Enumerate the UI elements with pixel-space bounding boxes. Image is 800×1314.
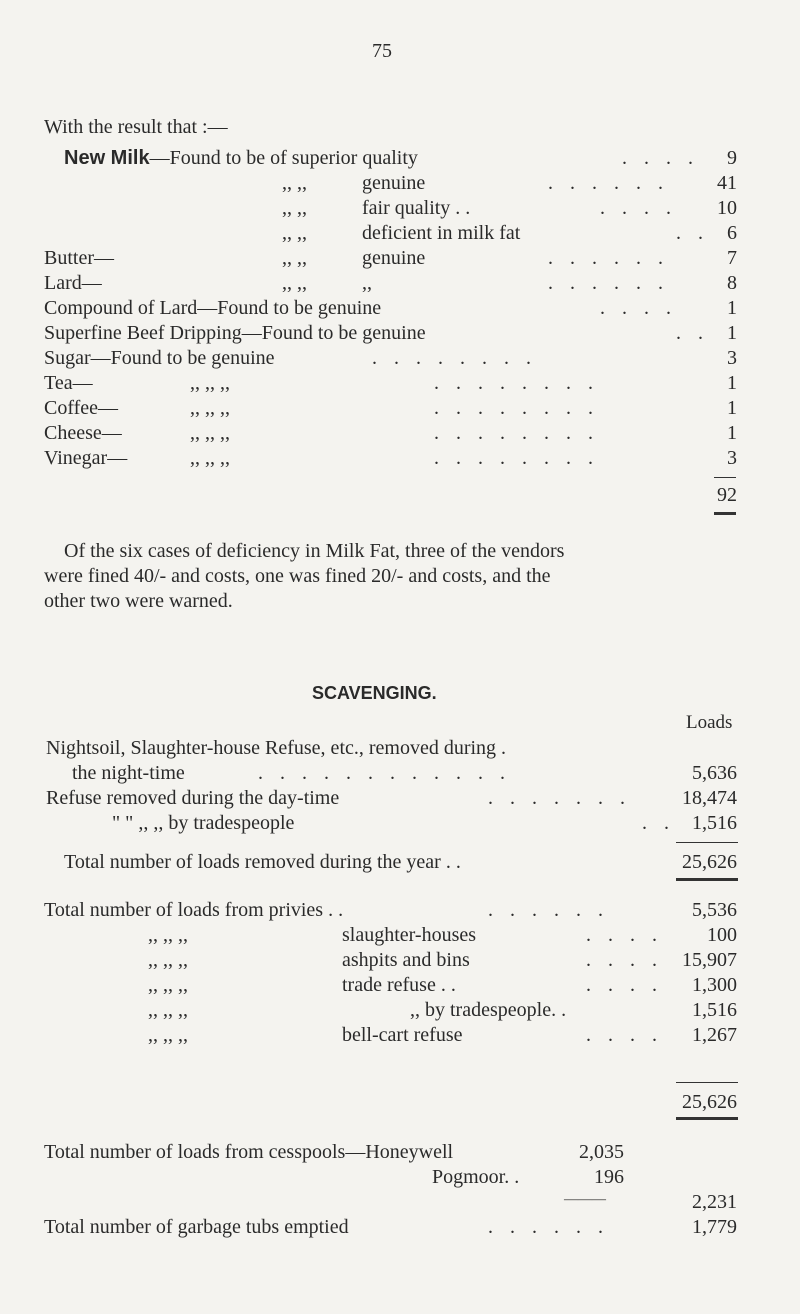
intro-text: With the result that :— [44, 116, 228, 138]
sum-dash: ——— [564, 1192, 606, 1207]
paragraph-line: Of the six cases of deficiency in Milk Fat, three of the vendors [64, 540, 565, 562]
ditto-marks: ,, ,, [282, 272, 307, 294]
pogmoor-label: Pogmoor. . [432, 1166, 520, 1188]
loads-row-value: 1,300 [692, 974, 737, 996]
result-count: 8 [727, 272, 737, 294]
cesspools-total: 2,231 [692, 1191, 737, 1213]
result-count: 1 [727, 297, 737, 319]
loads-row-value: 100 [707, 924, 737, 946]
loads-row-value: 15,907 [682, 949, 737, 971]
loads-row-label: Total number of loads from privies . . [44, 899, 344, 921]
garbage-value: 1,779 [692, 1216, 737, 1238]
ditto-marks: ,, ,, [282, 222, 307, 244]
ditto-marks: ,, ,, [282, 172, 307, 194]
leader-dots: . . . . [622, 147, 699, 169]
section-heading: SCAVENGING. [312, 683, 437, 703]
honeywell-value: 2,035 [579, 1141, 624, 1163]
leader-dots: . . [642, 812, 675, 834]
result-label: genuine [362, 172, 426, 194]
loads-row-label: ,, by tradespeople. . [410, 999, 567, 1021]
leader-dots: . . [676, 322, 709, 344]
scavenging-total-value: 25,626 [682, 851, 737, 873]
result-label: ,, [362, 272, 372, 294]
pogmoor-value: 196 [594, 1166, 624, 1188]
loads-row-value: 1,267 [692, 1024, 737, 1046]
leader-dots: . . . . . . [548, 247, 669, 269]
leader-dots: . . . . [586, 1024, 663, 1046]
results-total: 92 [717, 484, 737, 506]
result-count: 1 [727, 372, 737, 394]
page-number: 75 [372, 40, 392, 62]
result-label: New Milk—Found to be of superior quality [64, 147, 418, 169]
leader-dots: . . . . . . [488, 899, 609, 921]
scavenging-row-value: 5,636 [692, 762, 737, 784]
ditto-marks: ,, ,, ,, [148, 924, 188, 946]
result-count: 9 [727, 147, 737, 169]
subtotal-rule [676, 1082, 738, 1083]
ditto-marks: ,, ,, ,, [190, 397, 230, 419]
leader-dots: . . [676, 222, 709, 244]
result-label: Cheese— [44, 422, 122, 444]
ditto-marks: ,, ,, ,, [148, 974, 188, 996]
loads-row-label: ashpits and bins [342, 949, 470, 971]
leader-dots: . . . . . . . . [434, 447, 599, 469]
result-label: Vinegar— [44, 447, 128, 469]
result-label: genuine [362, 247, 426, 269]
result-count: 1 [727, 422, 737, 444]
result-label: Sugar—Found to be genuine [44, 347, 275, 369]
total-double-rule [676, 878, 738, 881]
leader-dots: . . . . [600, 197, 677, 219]
result-count: 1 [727, 322, 737, 344]
total-double-rule [714, 512, 736, 515]
result-label: Tea— [44, 372, 93, 394]
leader-dots: . . . . [586, 974, 663, 996]
leader-dots: . . . . . . [488, 1216, 609, 1238]
ditto-marks: ,, ,, [282, 197, 307, 219]
result-heading: New Milk [64, 147, 150, 169]
loads-row-label: bell-cart refuse [342, 1024, 463, 1046]
result-label: Superfine Beef Dripping—Found to be genuine [44, 322, 426, 344]
leader-dots: . . . . . . . [488, 787, 631, 809]
result-count: 1 [727, 397, 737, 419]
ditto-marks: ,, ,, ,, [148, 999, 188, 1021]
leader-dots: . . . . . . . . [434, 372, 599, 394]
column-header: Loads [686, 712, 733, 733]
total-double-rule [676, 1117, 738, 1120]
scavenging-row-label: Nightsoil, Slaughter-house Refuse, etc., removed during . [46, 737, 507, 759]
loads-row-value: 5,536 [692, 899, 737, 921]
result-count: 3 [727, 447, 737, 469]
cesspools-label: Total number of loads from cesspools—Honeywell [44, 1141, 454, 1163]
ditto-marks: ,, ,, ,, [190, 447, 230, 469]
paragraph-line: other two were warned. [44, 590, 233, 612]
leader-dots: . . . . . . . . . . . . [258, 762, 511, 784]
total-rule [714, 477, 736, 478]
result-label: Compound of Lard—Found to be genuine [44, 297, 382, 319]
loads-row-label: slaughter-houses [342, 924, 477, 946]
leader-dots: . . . . . . . . [434, 422, 599, 444]
ditto-marks: ,, ,, ,, [190, 372, 230, 394]
garbage-label: Total number of garbage tubs emptied [44, 1216, 349, 1238]
leader-dots: . . . . . . . . [434, 397, 599, 419]
ditto-marks: ,, ,, ,, [148, 949, 188, 971]
result-count: 7 [727, 247, 737, 269]
loads-from-total: 25,626 [682, 1091, 737, 1113]
loads-row-label: trade refuse . . [342, 974, 456, 996]
loads-row-value: 1,516 [692, 999, 737, 1021]
result-count: 41 [717, 172, 737, 194]
ditto-marks: ,, ,, ,, [190, 422, 230, 444]
scavenging-row-label: Refuse removed during the day-time [46, 787, 340, 809]
result-label: deficient in milk fat [362, 222, 521, 244]
result-count: 6 [727, 222, 737, 244]
paragraph-line: were fined 40/- and costs, one was fined 20/- and costs, and the [44, 565, 551, 587]
leader-dots: . . . . [586, 949, 663, 971]
result-count: 10 [717, 197, 737, 219]
result-count: 3 [727, 347, 737, 369]
result-label: Lard— [44, 272, 102, 294]
scavenging-total-label: Total number of loads removed during the year . . [64, 851, 461, 873]
scavenging-row-value: 18,474 [682, 787, 737, 809]
scavenging-row-value: 1,516 [692, 812, 737, 834]
scavenging-row-label: the night-time [72, 762, 185, 784]
ditto-marks: ,, ,, ,, [148, 1024, 188, 1046]
subtotal-rule [676, 842, 738, 843]
leader-dots: . . . . . . [548, 172, 669, 194]
result-label: Butter— [44, 247, 114, 269]
scavenging-row-label: " " ,, ,, by tradespeople [112, 812, 295, 834]
leader-dots: . . . . [600, 297, 677, 319]
ditto-marks: ,, ,, [282, 247, 307, 269]
result-label: Coffee— [44, 397, 119, 419]
leader-dots: . . . . . . . . [372, 347, 537, 369]
result-label: fair quality . . [362, 197, 471, 219]
leader-dots: . . . . . . [548, 272, 669, 294]
leader-dots: . . . . [586, 924, 663, 946]
